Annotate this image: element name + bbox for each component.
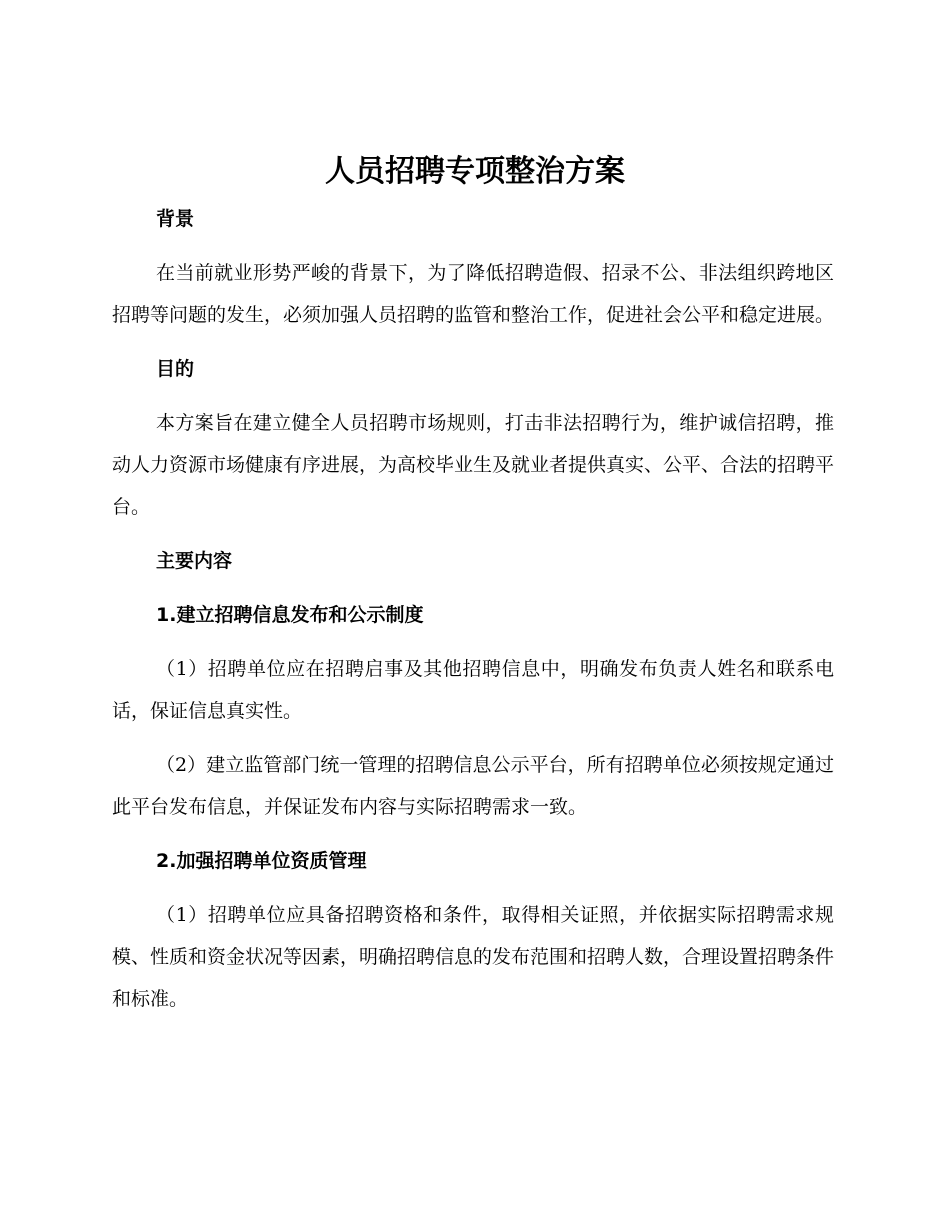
paragraph-purpose: 本方案旨在建立健全人员招聘市场规则，打击非法招聘行为，维护诚信招聘，推动人力资源市场健康有序进展，为高校毕业生及就业者提供真实、公平、合法的招聘平台。 bbox=[112, 412, 835, 518]
paragraph-item1-2: （2）建立监管部门统一管理的招聘信息公示平台，所有招聘单位必须按规定通过此平台发布信息，并保证发布内容与实际招聘需求一致。 bbox=[112, 754, 834, 818]
paragraph-item1-1: （1）招聘单位应在招聘启事及其他招聘信息中，明确发布负责人姓名和联系电话，保证信息真实性。 bbox=[112, 658, 834, 722]
section-heading-main: 主要内容 bbox=[156, 550, 233, 572]
subheading-item2: 2.加强招聘单位资质管理 bbox=[156, 850, 367, 872]
document-body bbox=[112, 198, 834, 1020]
document-title: 人员招聘专项整治方案 bbox=[325, 154, 625, 189]
paragraph-item2-1: （1）招聘单位应具备招聘资格和条件，取得相关证照，并依据实际招聘需求规模、性质和资金状况等因素，明确招聘信息的发布范围和招聘人数，合理设置招聘条件和标准。 bbox=[112, 904, 835, 1010]
section-heading-background: 背景 bbox=[156, 208, 195, 230]
subheading-item1: 1.建立招聘信息发布和公示制度 bbox=[156, 604, 424, 626]
paragraph-background: 在当前就业形势严峻的背景下，为了降低招聘造假、招录不公、非法组织跨地区招聘等问题的发生，必须加强人员招聘的监管和整治工作，促进社会公平和稳定进展。 bbox=[112, 262, 835, 326]
section-heading-purpose: 目的 bbox=[156, 358, 195, 380]
